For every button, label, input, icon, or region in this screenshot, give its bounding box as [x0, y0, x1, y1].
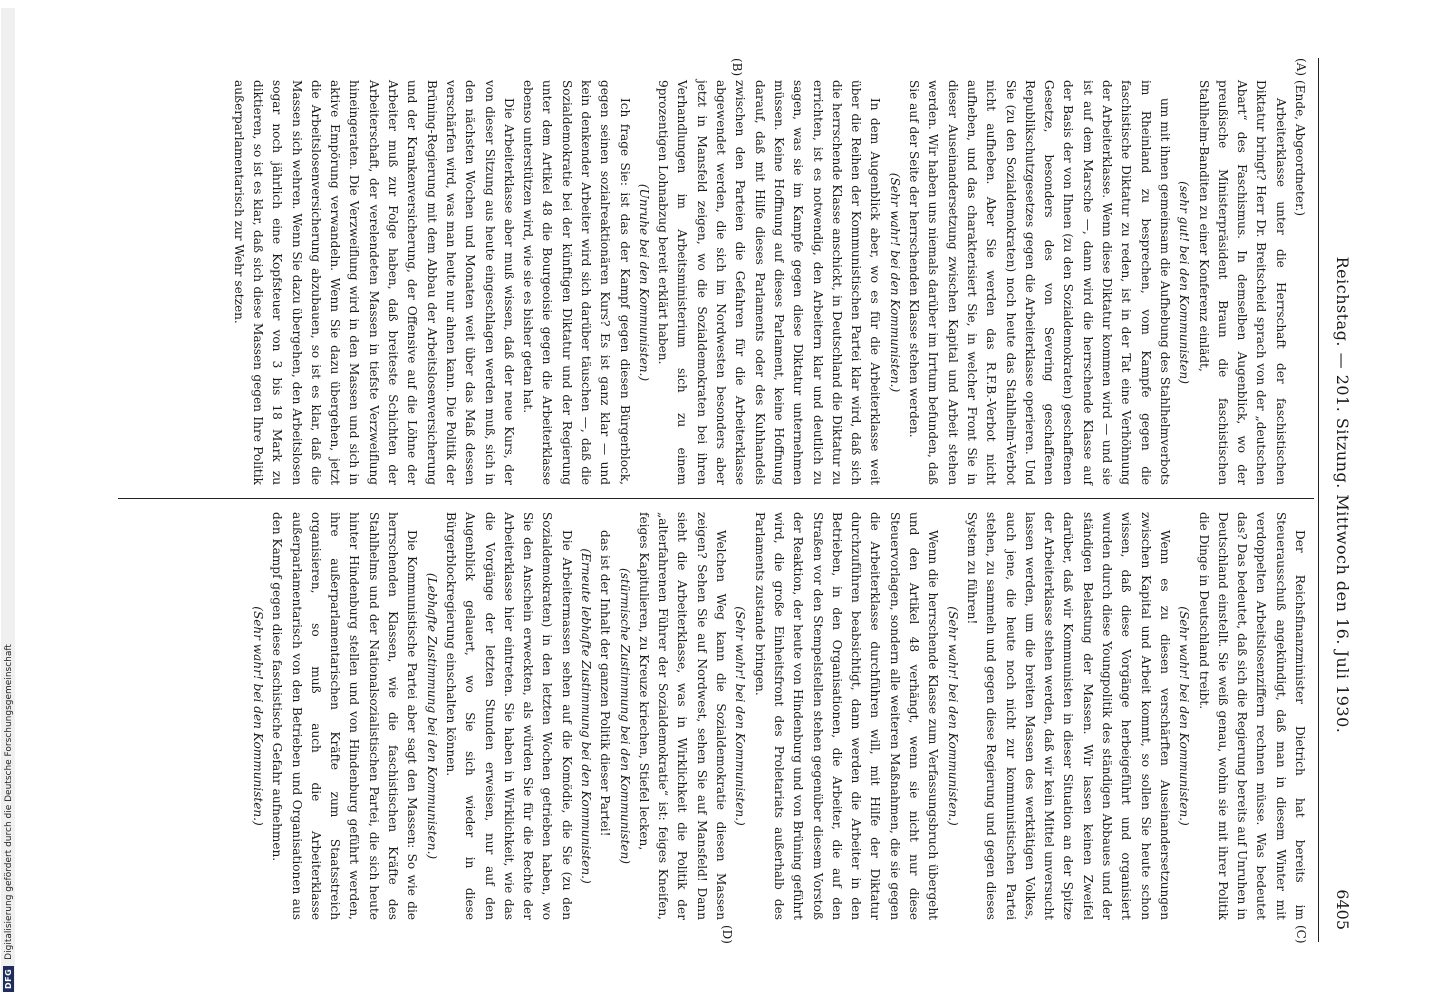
interjection: (Unruhe bei den Kommunisten.)	[636, 183, 651, 382]
paragraph: das ist der Inhalt der ganzen Politik dieser Partei!	[598, 530, 613, 837]
footer-credit: Digitalisierung gefördert durch die Deutsche Forschungsgemeinschaft	[4, 644, 14, 960]
column-divider	[118, 498, 1314, 499]
interjection: (Sehr wahr! bei den Kommunisten.)	[1177, 606, 1192, 826]
margin-mark-b: (B)	[730, 58, 744, 77]
paragraph: Die Arbeiterklasse aber muß wissen, daß der neue Kurs, der von dieser Sitzung aus heute eingeschlagen werden muß, sich in den nächsten Wochen und Monaten weit über das Maß dessen verschärfen wird, was man heute nur ahnen kann. Die Politik der Brüning-Regierung mit dem Abbau der Arbeitslosenversicherung und der Krankenversicherung, der Offensive auf die Löhne der Arbeiter muß zur Folge haben, daß breiteste Schichten der Arbeiterschaft, der verelendeten Massen in tiefste Verzweiflung hineingeraten. Die Verzweiflung wird in den Massen und sich in aktive Empörung verwandeln. Wenn Sie dazu übergehen, jetzt die Arbeitslosenversicherung abzubauen, so ist es klar, daß die Massen sich wehren. Wenn Sie dazu übergehen, den Arbeitslosen sogar noch jährlich eine Kopfsteuer von 3 bis 18 Mark zu diktieren, so ist es klar, daß sich diese Massen gegen Ihre Politik außerparlamentarisch zur Wehr setzen.	[231, 80, 516, 485]
paragraph: In dem Augenblick aber, wo es für die Arbeiterklasse weit über die Reihen der Kommunistischen Partei klar wird, daß sich die herrschende Klasse anschickt, in Deutschland die Diktatur zu errichten, ist es notwendig, den Arbeitern klar und deutlich zu sagen, was sie im Kampfe gegen diese Diktatur unternehmen müssen. Keine Hoffnung auf dieses Parlament, keine Hoffnung darauf, daß mit Hilfe dieses Parlaments oder des Kuhhandels zwischen den Parteien die Gefahren für die Arbeiterklasse abgewendet werden, die sich im Nordwesten besonders aber jetzt in Mansfeld zeigen, wo die Sozialdemokraten bei ihren Verhandlungen im Arbeitsministerium sich zu einem 9prozentigen Lohnabzug bereit erklärt haben.	[656, 80, 883, 485]
page-header	[1322, 60, 1352, 930]
right-text-column	[248, 512, 1309, 920]
interjection: (Sehr wahr! bei den Kommunisten.)	[945, 606, 960, 826]
margin-mark-c: (C)	[1294, 925, 1308, 944]
interjection: (Sehr wahr! bei den Kommunisten.)	[733, 606, 748, 826]
paragraph: Die Arbeitermassen sehen auf die Komödie, die Sie (zu den Sozialdemokraten) in den letzten Wochen getrieben haben, wo Sie den Anschein erweckten, als würden Sie für die Rechte der Arbeiterklasse hier eintreten. Sie haben in Wirklichkeit, wie das die Vorgänge der letzten Stunden erweisen, nur auf den Augenblick gelauert, wo Sie sich wieder in diese Bürgerblockregierung einschalten können.	[443, 512, 574, 920]
header-rule	[1318, 58, 1319, 942]
interjection: (stürmische Zustimmung bei den Kommunisten)	[617, 568, 632, 864]
interjection: (Lebhafte Zustimmung bei den Kommunisten.)	[424, 572, 439, 860]
footer-strip	[2, 0, 14, 1000]
paragraph: Arbeiterklasse unter die Herrschaft der faschistischen Diktatur bringt? Herr Dr. Breitscheid sprach von der „deutschen Abart“ des Faschismus. In demselben Augenblick, wo der preußische Ministerpräsident Braun die faschistischen Stahlhelm-Banditen zu einer Konferenz einlädt,	[1196, 80, 1288, 485]
left-text-column	[228, 80, 1309, 485]
paragraph: Die Kommunistische Partei aber sagt den Massen: So wie die herrschenden Klassen, wie die faschistischen Kräfte des Stahlhelms und der Nationalsozialistischen Partei, die sich heute hinter Hindenburg stellen und von Hindenburg geführt werden, ihre außerparlamentarischen Kräfte zum Staatsstreich organisieren, so muß auch die Arbeiterklasse außerparlamentarisch von den Betrieben und Organisationen aus den Kampf gegen diese faschistische Gefahr aufnehmen.	[270, 512, 420, 920]
paragraph: Wenn die herrschende Klasse zum Verfassungsbruch übergeht und den Artikel 48 verhängt, wenn sie nicht nur diese Steuervorlagen, sondern alle weiteren Maßnahmen, die sie gegen die Arbeiterklasse durchführen will, mit Hilfe der Diktatur durchzuführen beabsichtigt, dann werden die Arbeiter in den Betrieben, in den Organisationen, die Arbeiter, die auf den Straßen vor den Stempelstellen stehen gegenüber diesem Vorstoß der Reaktion, der heute von Hindenburg und von Brüning geführt wird, die große Einheitsfront des Proletariats außerhalb des Parlaments zustande bringen.	[752, 512, 941, 920]
interjection: (Sehr wahr! bei den Kommunisten.)	[887, 172, 902, 393]
paragraph: Ich frage Sie: ist das der Kampf gegen diesen Bürgerblock, gegen seinen sozialreaktionären Kurs? Es ist ganz klar — und kein denkender Arbeiter wird sich darüber täuschen —, daß die Sozialdemokratie bei der künftigen Diktatur und der Regierung unter dem Artikel 48 die Bourgeoisie gegen die Arbeiterklasse ebenso unterstützen wird, wie sie es bisher getan hat.	[521, 80, 632, 485]
interjection: (sehr gut! bei den Kommunisten)	[1177, 181, 1192, 384]
paragraph: Welchen Weg kann die Sozialdemokratie diesen Massen zeigen? Sehen Sie auf Nordwest, sehen Sie auf Mansfeld! Dann sieht die Arbeiterklasse, was in Wirklichkeit die Politik der „alterfahrenen Führer der Sozialdemokratie“ ist: feiges Kneifen, feiges Kapitulieren, zu Kreuze kriechen, Stiefel lecken,	[636, 512, 729, 920]
paragraph: um mit ihnen gemeinsam die Aufhebung des Stahlhelmverbots im Rheinland zu besprechen, vom Kampfe gegen die faschistische Diktatur zu reden, ist in der Tat eine Verhöhnung der Arbeiterklasse. Wenn diese Diktatur kommen wird — und sie ist auf dem Marsche —, dann wird die herrschende Klasse auf der Basis der von Ihnen (zu den Sozialdemokraten) geschaffenen Gesetze, besonders des von Severing geschaffenen Republikschutzgesetzes gegen die Arbeiterklasse operieren. Und Sie (zu den Sozialdemokraten) noch heute das Stahlhelm-Verbot nicht aufheben. Aber Sie werden das R.F.B.-Verbot nicht aufheben, und das charakterisiert Sie, in welcher Front Sie in dieser Auseinandersetzung zwischen Kapital und Arbeit stehen werden. Wir haben uns niemals darüber im Irrtum befunden, daß Sie auf der Seite der herrschenden Klasse stehen werden.	[907, 80, 1172, 485]
margin-mark-d: (D)	[720, 925, 734, 944]
margin-mark-a: (A)	[1294, 58, 1308, 77]
paragraph: Wenn es zu diesen verschärften Auseinandersetzungen zwischen Kapital und Arbeit kommt, so sollen Sie heute schon wissen, daß diese Vorgänge herbeigeführt und organisiert wurden durch diese Youngpolitik des ständigen Abbaues und der ständigen Belastung der Massen. Wir lassen keinen Zweifel darüber, daß wir Kommunisten in dieser Situation an der Spitze der Arbeiterklasse stehen werden, daß wir kein Mittel unversucht lassen werden, um die breiten Massen des werktätigen Volkes, auch jene, die heute noch nicht zur kommunistischen Partei stehen, zu sammeln und gegen diese Regierung und gegen dieses System zu führen!	[964, 512, 1172, 920]
dfg-logo: DFG	[3, 966, 14, 992]
paragraph: Der Reichsfinanzminister Dietrich hat bereits im Steuerausschuß angekündigt, daß man in diesem Winter mit verdoppelten Arbeitslosenziffern rechnen müsse. Was bedeutet das? Das bedeutet, daß sich die Regierung bereits auf Unruhen in Deutschland einstellt. Sie weiß genau, wohin sie mit ihrer Politik die Dinge in Deutschland treibt.	[1196, 512, 1307, 920]
page-number: 6405	[1333, 889, 1352, 930]
interjection: (Erneute lebhafte Zustimmung bei den Kommunisten.)	[579, 548, 594, 884]
header-title: Reichstag. — 201. Sitzung. Mittwoch den 16. Juli 1930.	[1333, 256, 1352, 734]
interjection: (Sehr wahr! bei den Kommunisten.)	[250, 606, 265, 826]
paragraph: (Ende, Abgeordneter.)	[1293, 80, 1307, 217]
